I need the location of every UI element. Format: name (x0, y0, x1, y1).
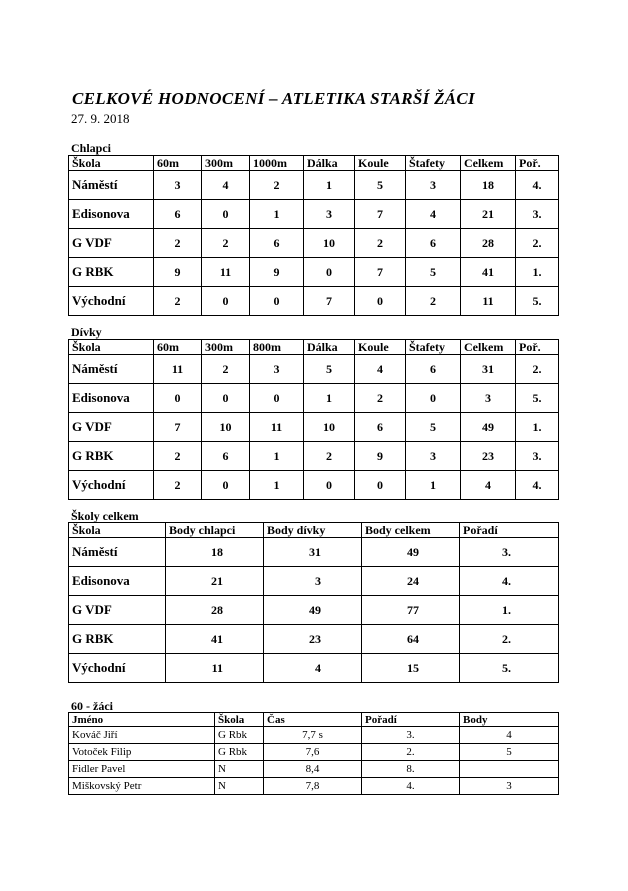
column-header: Škola (215, 713, 264, 727)
column-header: 300m (202, 340, 250, 355)
table-cell: 41 (166, 625, 264, 654)
table-row (69, 625, 559, 654)
table-cell: 2. (362, 744, 460, 761)
table-cell: 1 (304, 171, 355, 200)
header-row (69, 523, 559, 538)
table-cell: 11 (154, 355, 202, 384)
table-cell: 11 (166, 654, 264, 683)
header-row (69, 340, 559, 355)
table-cell: 2 (154, 442, 202, 471)
table-cell: 6 (355, 413, 406, 442)
table-cell: 3 (406, 442, 461, 471)
table-cell: 6 (250, 229, 304, 258)
table-cell: 7 (154, 413, 202, 442)
table-cell: 0 (202, 384, 250, 413)
table-cell: 31 (461, 355, 516, 384)
table-cell: 6 (202, 442, 250, 471)
row-label: Kováč Jiří (69, 727, 215, 744)
table-row (69, 200, 559, 229)
table-cell: 64 (362, 625, 460, 654)
table-cell: 1 (250, 200, 304, 229)
table-row (69, 384, 559, 413)
row-label: Edisonova (69, 200, 154, 229)
table-cell: 2. (516, 355, 559, 384)
column-header: Celkem (461, 156, 516, 171)
column-header: Poř. (516, 156, 559, 171)
row-label: Fidler Pavel (69, 761, 215, 778)
table-cell: 4 (202, 171, 250, 200)
table-row (69, 413, 559, 442)
table-cell: 2 (202, 355, 250, 384)
table-cell: 4 (406, 200, 461, 229)
table-cell: 10 (202, 413, 250, 442)
table-row (69, 355, 559, 384)
table-cell: 4. (362, 778, 460, 795)
table-cell: 8. (362, 761, 460, 778)
table-row (69, 258, 559, 287)
table-cell: 3. (460, 538, 559, 567)
row-label: G RBK (69, 258, 154, 287)
table-row (69, 596, 559, 625)
section-label-schools: Školy celkem (71, 509, 139, 523)
column-header: Pořadí (460, 523, 559, 538)
table-cell: 2 (406, 287, 461, 316)
table-cell: 3 (406, 171, 461, 200)
table-cell: 4 (355, 355, 406, 384)
table-cell: 0 (304, 471, 355, 500)
table-cell: 4. (516, 471, 559, 500)
row-label: G VDF (69, 229, 154, 258)
table-cell: 5. (516, 287, 559, 316)
section-label-boys: Chlapci (71, 141, 112, 155)
row-label: Náměstí (69, 538, 166, 567)
table-cell: 1. (516, 413, 559, 442)
table-cell: 5 (355, 171, 406, 200)
table-cell: 7 (355, 200, 406, 229)
table-cell: 10 (304, 413, 355, 442)
row-label: Východní (69, 471, 154, 500)
row-label: Náměstí (69, 355, 154, 384)
table-cell: 1 (250, 442, 304, 471)
column-header: Dálka (304, 340, 355, 355)
table-cell: N (215, 761, 264, 778)
table-cell: 49 (461, 413, 516, 442)
table-cell: 0 (202, 471, 250, 500)
section-label-sprint: 60 - žáci (71, 699, 113, 713)
column-header: Koule (355, 340, 406, 355)
column-header: Pořadí (362, 713, 460, 727)
table-cell: 2 (154, 287, 202, 316)
table-cell: 1 (406, 471, 461, 500)
table-cell: 7,7 s (264, 727, 362, 744)
event-date: 27. 9. 2018 (71, 111, 130, 126)
row-label: Edisonova (69, 567, 166, 596)
table-cell: 49 (264, 596, 362, 625)
table-cell: 5 (460, 744, 559, 761)
table-cell: 49 (362, 538, 460, 567)
table-cell: 0 (355, 471, 406, 500)
column-header: Body dívky (264, 523, 362, 538)
row-label: G VDF (69, 413, 154, 442)
table-cell: 2 (355, 384, 406, 413)
table-row (69, 761, 559, 778)
table-cell: 1. (516, 258, 559, 287)
table-cell: 3. (362, 727, 460, 744)
table-cell: 1. (460, 596, 559, 625)
table-row (69, 287, 559, 316)
column-header: Škola (69, 156, 154, 171)
table-cell: 0 (406, 384, 461, 413)
column-header: Body chlapci (166, 523, 264, 538)
column-header: 300m (202, 156, 250, 171)
table-cell: 0 (202, 287, 250, 316)
table-cell: 2 (154, 471, 202, 500)
table-cell: 5 (304, 355, 355, 384)
table-cell: 6 (154, 200, 202, 229)
column-header: Koule (355, 156, 406, 171)
table-cell: 8,4 (264, 761, 362, 778)
table-cell: 7,6 (264, 744, 362, 761)
column-header: Poř. (516, 340, 559, 355)
table-cell: 1 (250, 471, 304, 500)
table-cell: 9 (250, 258, 304, 287)
table-cell: 28 (461, 229, 516, 258)
table-cell: 31 (264, 538, 362, 567)
table-cell: 7 (355, 258, 406, 287)
table-row (69, 538, 559, 567)
table-cell: 3 (250, 355, 304, 384)
sprint-results-table (68, 712, 559, 795)
table-row (69, 229, 559, 258)
table-cell: 3. (516, 442, 559, 471)
table-cell: 7 (304, 287, 355, 316)
column-header: 1000m (250, 156, 304, 171)
column-header: Škola (69, 523, 166, 538)
table-cell: 0 (202, 200, 250, 229)
row-label: Východní (69, 287, 154, 316)
girls-results-table (68, 339, 559, 500)
table-row (69, 442, 559, 471)
column-header: 800m (250, 340, 304, 355)
table-cell: 2 (154, 229, 202, 258)
table-cell: 3 (154, 171, 202, 200)
table-cell: 77 (362, 596, 460, 625)
table-cell: 0 (304, 258, 355, 287)
table-cell: 15 (362, 654, 460, 683)
table-cell: 5. (516, 384, 559, 413)
table-cell: 6 (406, 355, 461, 384)
table-cell: 6 (406, 229, 461, 258)
table-cell: 3 (304, 200, 355, 229)
table-cell: 0 (154, 384, 202, 413)
column-header: 60m (154, 156, 202, 171)
row-label: Východní (69, 654, 166, 683)
table-cell: 5. (460, 654, 559, 683)
column-header: Dálka (304, 156, 355, 171)
header-row (69, 156, 559, 171)
table-cell: 3. (516, 200, 559, 229)
column-header: 60m (154, 340, 202, 355)
table-cell: G Rbk (215, 744, 264, 761)
table-cell: 23 (461, 442, 516, 471)
column-header: Jméno (69, 713, 215, 727)
table-cell: 2 (250, 171, 304, 200)
column-header: Čas (264, 713, 362, 727)
table-cell: 4. (460, 567, 559, 596)
row-label: G RBK (69, 625, 166, 654)
table-cell: 3 (460, 778, 559, 795)
column-header: Body celkem (362, 523, 460, 538)
boys-results-table (68, 155, 559, 316)
table-cell: 7,8 (264, 778, 362, 795)
table-cell: 2. (460, 625, 559, 654)
table-row (69, 744, 559, 761)
table-row (69, 727, 559, 744)
table-cell: 4 (264, 654, 362, 683)
section-label-girls: Dívky (71, 325, 102, 339)
row-label: G VDF (69, 596, 166, 625)
table-cell: 2 (202, 229, 250, 258)
table-cell: 5 (406, 413, 461, 442)
table-cell: 21 (461, 200, 516, 229)
row-label: G RBK (69, 442, 154, 471)
table-cell: 4 (460, 727, 559, 744)
table-cell: 21 (166, 567, 264, 596)
table-cell: 41 (461, 258, 516, 287)
table-cell: 10 (304, 229, 355, 258)
table-cell: 3 (461, 384, 516, 413)
row-label: Náměstí (69, 171, 154, 200)
row-label: Votoček Filip (69, 744, 215, 761)
table-cell: 24 (362, 567, 460, 596)
table-cell: 9 (355, 442, 406, 471)
column-header: Body (460, 713, 559, 727)
table-cell: 4 (461, 471, 516, 500)
column-header: Štafety (406, 156, 461, 171)
table-row (69, 471, 559, 500)
table-cell: 11 (250, 413, 304, 442)
table-cell: 2 (304, 442, 355, 471)
table-row (69, 778, 559, 795)
table-cell: G Rbk (215, 727, 264, 744)
column-header: Celkem (461, 340, 516, 355)
table-cell: 18 (166, 538, 264, 567)
table-cell: 11 (461, 287, 516, 316)
column-header: Štafety (406, 340, 461, 355)
page-title: CELKOVÉ HODNOCENÍ – ATLETIKA STARŠÍ ŽÁCI (72, 89, 475, 108)
table-cell: 2. (516, 229, 559, 258)
table-cell: 23 (264, 625, 362, 654)
table-cell: 5 (406, 258, 461, 287)
table-row (69, 171, 559, 200)
table-cell: 28 (166, 596, 264, 625)
table-cell: 0 (355, 287, 406, 316)
table-row (69, 567, 559, 596)
table-cell: 3 (264, 567, 362, 596)
row-label: Miškovský Petr (69, 778, 215, 795)
table-cell: 0 (250, 384, 304, 413)
table-cell: 4. (516, 171, 559, 200)
column-header: Škola (69, 340, 154, 355)
row-label: Edisonova (69, 384, 154, 413)
table-cell: 0 (250, 287, 304, 316)
table-cell: 18 (461, 171, 516, 200)
schools-total-table (68, 522, 559, 683)
table-cell: 9 (154, 258, 202, 287)
table-cell: N (215, 778, 264, 795)
table-cell: 1 (304, 384, 355, 413)
table-cell: 11 (202, 258, 250, 287)
header-row (69, 713, 559, 727)
table-row (69, 654, 559, 683)
table-cell: 2 (355, 229, 406, 258)
table-cell (460, 761, 559, 778)
